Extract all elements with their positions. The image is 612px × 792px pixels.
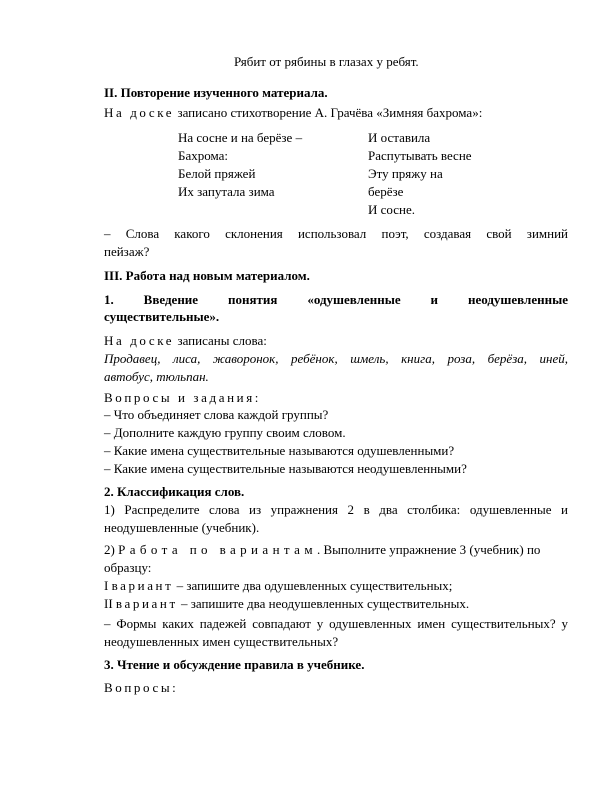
poem-left-4: Их запутала зима: [178, 184, 275, 199]
variant-1: [104, 578, 452, 594]
poem-right-3: Эту пряжу на: [368, 166, 443, 181]
variant-2: [104, 596, 469, 612]
question-cases: – Формы каких падежей совпадают у одушевленных имен существительных? у: [104, 616, 568, 631]
subheading-concept-cont: существительные».: [104, 309, 220, 324]
task-2: [104, 542, 568, 558]
board-intro: [104, 105, 482, 121]
word-list-cont: автобус, тюльпан.: [104, 369, 209, 384]
poem-right-1: И оставила: [368, 130, 431, 145]
poem-left-2: Бахрома:: [178, 148, 229, 163]
variant-2-label: вариант: [115, 596, 178, 611]
board-words-intro-text: записаны слова:: [174, 333, 267, 348]
questions-heading: Вопросы и задания:: [104, 390, 262, 405]
variant-1-text: – запишите два одушевленных существительных;: [173, 578, 453, 593]
task-2-text: . Выполните упражнение 3 (учебник) по: [316, 542, 541, 557]
board-label-2: На доске: [104, 333, 175, 348]
variant-2-text: – запишите два неодушевленных существительных.: [177, 596, 470, 611]
subheading-concept: 1. Введение понятия «одушевленные и неодушевленные: [104, 292, 568, 307]
questions-heading-2: Вопросы:: [104, 680, 179, 695]
poem-right-4: берёзе: [368, 184, 404, 199]
variant-2-number: II: [104, 596, 116, 611]
section-heading-new: III. Работа над новым материалом.: [104, 268, 310, 283]
task-1-cont: неодушевленные (учебник).: [104, 520, 260, 535]
question-cases-cont: неодушевленных имен существительных?: [104, 634, 339, 649]
task-1: 1) Распределите слова из упражнения 2 в два столбика: одушевленные и: [104, 502, 568, 517]
question-1: – Что объединяет слова каждой группы?: [104, 407, 329, 422]
poem-right-5: И сосне.: [368, 202, 415, 217]
question-3: – Какие имена существительные называются одушевленными?: [104, 443, 455, 458]
task-2-cont: образцу:: [104, 560, 152, 575]
section-heading-review: II. Повторение изученного материала.: [104, 85, 328, 100]
task-2-number: 2): [104, 542, 119, 557]
poem-left-1: На сосне и на берёзе –: [178, 130, 303, 145]
poem-right-2: Распутывать весне: [368, 148, 472, 163]
word-list: Продавец, лиса, жаворонок, ребёнок, шмель, книга, роза, берёза, иней,: [104, 351, 568, 366]
question-declension: – Слова какого склонения использовал поэт, создавая свой зимний: [104, 226, 568, 241]
poem-left-3: Белой пряжей: [178, 166, 256, 181]
task-2-label: Работа по вариантам: [118, 542, 317, 557]
board-intro-text: записано стихотворение А. Грачёва «Зимняя бахрома»:: [174, 105, 483, 120]
question-4: – Какие имена существительные называются неодушевленными?: [104, 461, 467, 476]
question-2: – Дополните каждую группу своим словом.: [104, 425, 346, 440]
variant-1-label: вариант: [111, 578, 174, 593]
board-words-intro: [104, 333, 267, 349]
subheading-rule: 3. Чтение и обсуждение правила в учебнике.: [104, 657, 365, 672]
board-label: На доске: [104, 105, 175, 120]
variant-1-number: I: [104, 578, 112, 593]
subheading-classification: 2. Классификация слов.: [104, 484, 245, 499]
poem-line-top: Рябит от рябины в глазах у ребят.: [234, 54, 419, 69]
question-declension-cont: пейзаж?: [104, 244, 150, 259]
